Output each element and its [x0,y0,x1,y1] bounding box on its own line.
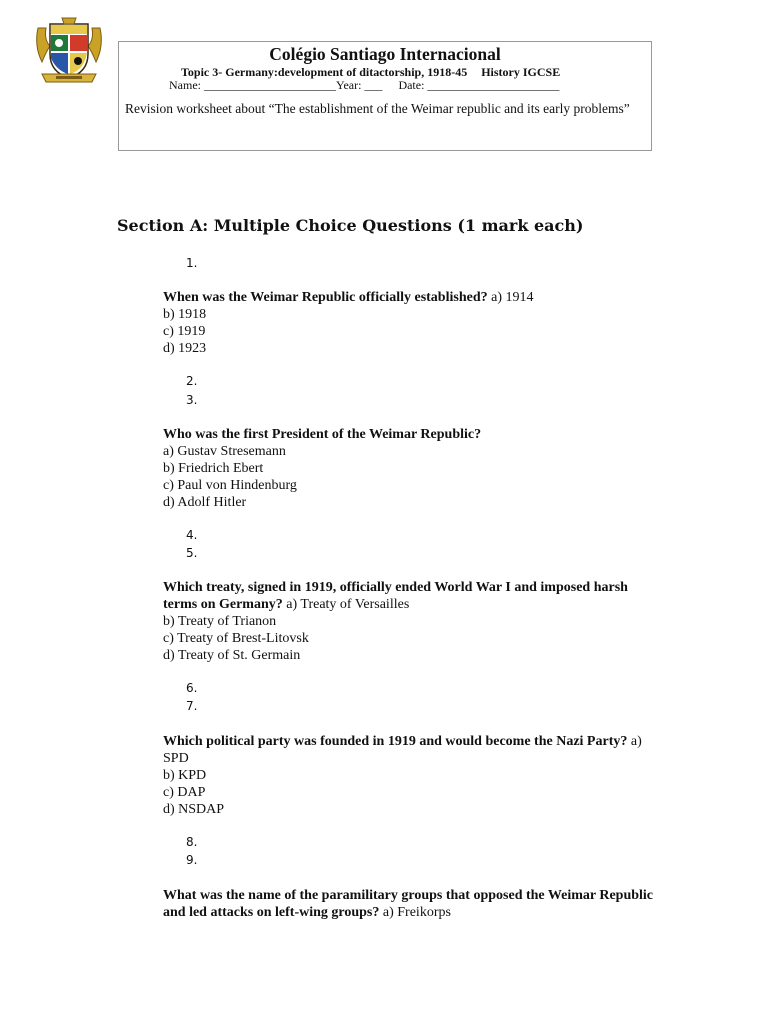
question-text: Who was the first President of the Weimar Republic? [163,427,482,442]
worksheet-description: Revision worksheet about “The establishment of the Weimar republic and its early problems” [125,101,630,116]
list-number: 8. [186,835,198,849]
option-a: a) Treaty of Versailles [282,597,410,612]
date-field: Date: ______________________ [398,78,560,92]
option-b: b) KPD [163,768,207,783]
list-number: 2. [186,374,198,388]
list-number: 9. [186,853,198,867]
question-text: What was the name of the paramilitary groups that opposed the Weimar Republic and led attacks on left-wing groups? [163,888,654,920]
option-a: a) Freikorps [379,905,451,920]
option-c: c) DAP [163,785,206,800]
option-d: d) NSDAP [163,802,225,817]
option-c: c) Paul von Hindenburg [163,478,297,493]
question-2 [163,426,663,511]
school-name: Colégio Santiago Internacional [269,44,501,64]
option-d: d) Adolf Hitler [163,495,247,510]
topic-title: Topic 3- Germany:development of ditactorship, 1918-45 [181,65,468,79]
option-d: d) 1923 [163,341,207,356]
option-a: a) 1914 [487,290,534,305]
option-d: d) Treaty of St. Germain [163,648,301,663]
question-1 [163,289,663,357]
list-number: 3. [186,393,198,407]
student-fields [169,78,559,93]
question-3 [163,579,663,664]
option-c: c) 1919 [163,324,206,339]
section-a-title: Section A: Multiple Choice Questions (1 mark each) [117,216,584,235]
worksheet-header-box [118,41,652,151]
question-text: Which treaty, signed in 1919, officially ended World War I and imposed harsh terms on Germany? [163,580,628,612]
option-a: a) Gustav Stresemann [163,444,286,459]
list-number: 6. [186,681,198,695]
list-number: 1. [186,256,198,270]
name-year-field: Name: ______________________Year: ___ [169,78,383,92]
list-number: 4. [186,528,198,542]
option-b: b) Treaty of Trianon [163,614,277,629]
question-text: When was the Weimar Republic officially established? [163,290,488,305]
list-number: 7. [186,699,198,713]
subject-label: History IGCSE [481,65,561,79]
question-4 [163,733,663,818]
list-number: 5. [186,546,198,560]
option-b: b) Friedrich Ebert [163,461,264,476]
school-crest-logo [32,16,106,86]
question-5 [163,887,663,921]
option-a: a) SPD [163,734,642,766]
option-b: b) 1918 [163,307,207,322]
option-c: c) Treaty of Brest-Litovsk [163,631,309,646]
question-text: Which political party was founded in 1919 and would become the Nazi Party? [163,734,628,749]
